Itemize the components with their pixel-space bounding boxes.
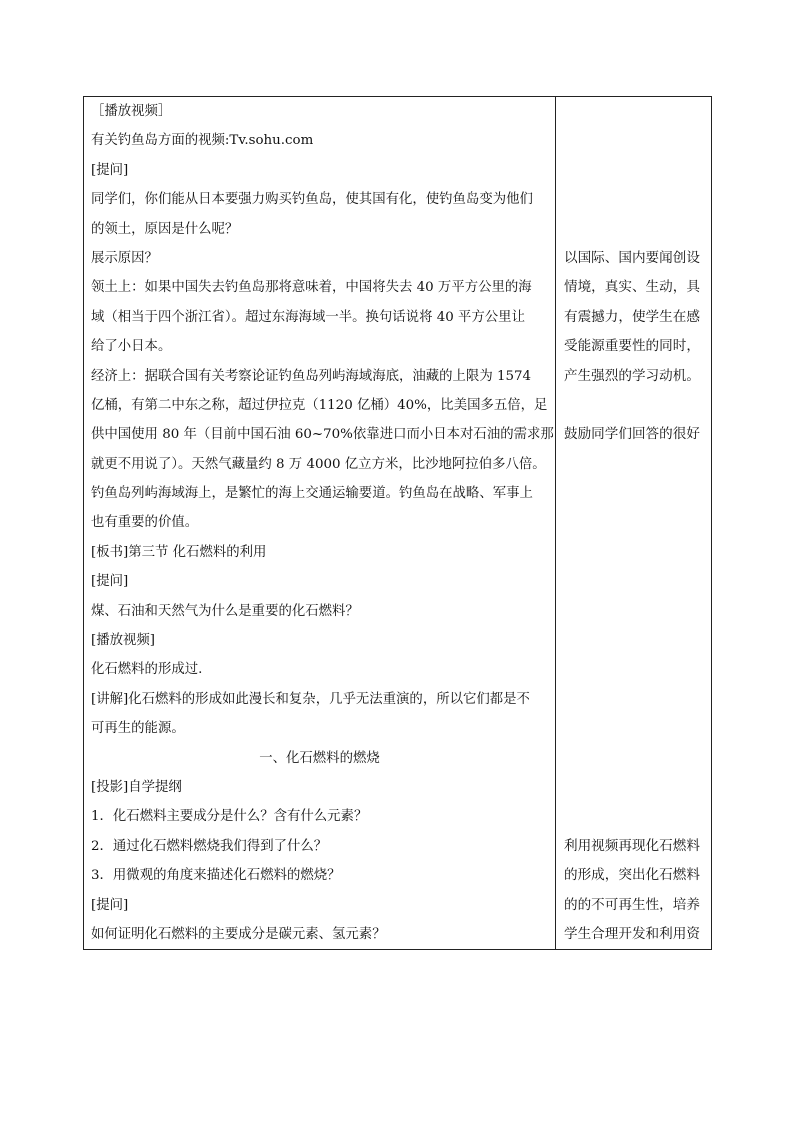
text-line: [讲解]化石燃料的形成如此漫长和复杂，几乎无法重演的，所以它们都是不 <box>91 691 530 707</box>
side-note-line: 有震撼力，使学生在感 <box>564 308 700 325</box>
text-line: [播放视频] <box>91 633 156 649</box>
side-note-line: 以国际、国内要闻创设 <box>564 249 700 266</box>
side-note-line: 情境，真实、生动，具 <box>564 279 700 296</box>
text-line: 同学们，你们能从日本要强力购买钓鱼岛，使其国有化，使钓鱼岛变为他们 <box>91 192 533 208</box>
side-note-line: 的形成，突出化石燃料 <box>564 867 700 884</box>
text-line: 域（相当于四个浙江省）。超过东海海域一半。换句话说将 40 平方公里让 <box>91 309 525 325</box>
text-line: 3．用微观的角度来描述化石燃料的燃烧？ <box>91 868 341 884</box>
side-note-line: 学生合理开发和利用资 <box>564 925 700 942</box>
text-line: 的领土，原因是什么呢？ <box>91 221 239 237</box>
text-line: [提问] <box>91 162 129 178</box>
text-line: 化石燃料的形成过. <box>91 662 203 678</box>
side-note-line: 鼓励同学们回答的很好 <box>564 426 700 443</box>
side-note-line: 利用视频再现化石燃料 <box>564 837 700 854</box>
table-row <box>84 97 712 950</box>
text-line: 可再生的能源。 <box>91 721 185 737</box>
text-line: 展示原因？ <box>91 250 158 266</box>
text-line: [提问] <box>91 897 129 913</box>
text-line: 供中国使用 80 年（目前中国石油 60~70%依靠进口而小日本对石油的需求那 <box>91 427 554 443</box>
text-line: 也有重要的价值。 <box>91 515 199 531</box>
text-line: 领土上：如果中国失去钓鱼岛那将意味着，中国将失去 40 万平方公里的海 <box>91 280 532 296</box>
text-line: 给了小日本。 <box>91 339 172 355</box>
text-line: 如何证明化石燃料的主要成分是碳元素、氢元素？ <box>91 926 386 942</box>
text-line: 亿桶，有第二中东之称，超过伊拉克（1120 亿桶）40%，比美国多五倍，足 <box>91 397 548 413</box>
text-line: [投影]自学提纲 <box>91 779 182 795</box>
side-note-line: 受能源重要性的同时， <box>564 338 700 355</box>
side-note-line: 产生强烈的学习动机。 <box>564 367 700 384</box>
text-line: 有关钓鱼岛方面的视频:Tv.sohu.com <box>91 133 314 149</box>
teaching-process-cell <box>84 97 556 950</box>
text-line: [板书]第三节 化石燃料的利用 <box>91 544 267 560</box>
text-line: 就更不用说了）。天然气藏量约 8 万 4000 亿立方米，比沙地阿拉伯多八倍。 <box>91 456 546 472</box>
text-line: 钓鱼岛列屿海域海上，是繁忙的海上交通运输要道。钓鱼岛在战略、军事上 <box>91 486 533 502</box>
section-heading: 一、化石燃料的燃烧 <box>259 750 380 766</box>
text-line: [提问] <box>91 574 129 590</box>
text-line: 煤、石油和天然气为什么是重要的化石燃料？ <box>91 603 359 619</box>
text-line: ［播放视频］ <box>91 104 172 119</box>
lesson-plan-table <box>83 96 712 950</box>
text-line: 1．化石燃料主要成分是什么？含有什么元素？ <box>91 809 368 825</box>
text-line: 2．通过化石燃料燃烧我们得到了什么？ <box>91 838 328 854</box>
side-note-line: 的的不可再生性，培养 <box>564 896 700 913</box>
design-intent-cell <box>556 97 712 950</box>
text-line: 经济上：据联合国有关考察论证钓鱼岛列屿海域海底，油藏的上限为 1574 <box>91 368 532 384</box>
